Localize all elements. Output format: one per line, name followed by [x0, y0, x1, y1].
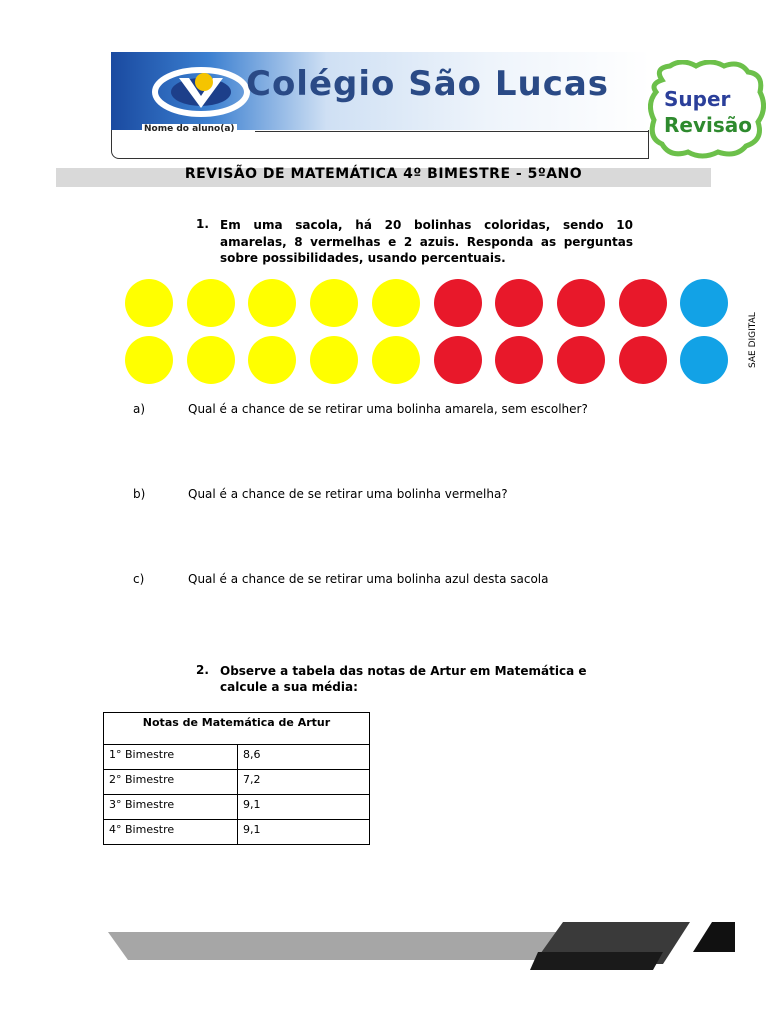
- yellow-ball: [248, 336, 296, 384]
- footer-black-tab: [693, 922, 735, 952]
- blue-ball: [680, 336, 728, 384]
- red-ball: [619, 279, 667, 327]
- question-1-number: 1.: [196, 217, 209, 231]
- red-ball: [557, 336, 605, 384]
- yellow-ball: [372, 336, 420, 384]
- part-a-question: Qual é a chance de se retirar uma bolinha amarela, sem escolher?: [188, 402, 588, 416]
- question-2-number: 2.: [196, 663, 209, 677]
- question-1-text: Em uma sacola, há 20 bolinhas coloridas, sendo 10 amarelas, 8 vermelhas e 2 azuis. Responda as perguntas sobre possibilidades, usando percentuais.: [220, 218, 633, 265]
- image-credit: SAE DIGITAL: [748, 312, 758, 368]
- yellow-ball: [310, 279, 358, 327]
- grade-cell: 9,1: [238, 820, 370, 845]
- red-ball: [434, 279, 482, 327]
- yellow-ball: [125, 336, 173, 384]
- red-ball: [619, 336, 667, 384]
- period-cell: 2° Bimestre: [104, 770, 238, 795]
- blue-ball: [680, 279, 728, 327]
- page-title: REVISÃO DE MATEMÁTICA 4º BIMESTRE - 5ºANO: [184, 166, 583, 182]
- red-ball: [495, 279, 543, 327]
- part-a-letter: a): [133, 402, 146, 416]
- grade-cell: 8,6: [238, 745, 370, 770]
- yellow-ball: [248, 279, 296, 327]
- badge-line-2: Revisão: [664, 113, 752, 137]
- red-ball: [434, 336, 482, 384]
- part-b-letter: b): [133, 487, 146, 501]
- grades-table: [103, 712, 370, 845]
- table-header-row: [104, 713, 370, 745]
- badge-line-1: Super: [664, 87, 731, 111]
- yellow-ball: [187, 336, 235, 384]
- red-ball: [495, 336, 543, 384]
- yellow-ball: [372, 279, 420, 327]
- name-divider: [255, 131, 649, 132]
- table-row: [104, 820, 370, 845]
- table-row: [104, 745, 370, 770]
- header-banner: [111, 52, 650, 130]
- grade-cell: 9,1: [238, 795, 370, 820]
- grade-cell: 7,2: [238, 770, 370, 795]
- image-credit-wrap: [748, 312, 768, 378]
- student-name-field[interactable]: [111, 130, 649, 159]
- yellow-ball: [187, 279, 235, 327]
- red-ball: [557, 279, 605, 327]
- period-cell: 1° Bimestre: [104, 745, 238, 770]
- footer-black-slant: [530, 952, 663, 970]
- footer-decoration: [108, 918, 738, 974]
- super-revisao-badge: [648, 60, 766, 160]
- part-c-question: Qual é a chance de se retirar uma bolinha azul desta sacola: [188, 572, 549, 586]
- period-cell: 4° Bimestre: [104, 820, 238, 845]
- table-row: [104, 795, 370, 820]
- yellow-ball: [125, 279, 173, 327]
- table-header: Notas de Matemática de Artur: [104, 713, 370, 745]
- part-b-question: Qual é a chance de se retirar uma bolinha vermelha?: [188, 487, 508, 501]
- table-row: [104, 770, 370, 795]
- school-name: Colégio São Lucas: [246, 64, 610, 104]
- student-name-label: Nome do aluno(a): [144, 124, 235, 134]
- question-2-text: Observe a tabela das notas de Artur em Matemática e calcule a sua média:: [220, 664, 587, 694]
- part-c-letter: c): [133, 572, 145, 586]
- period-cell: 3° Bimestre: [104, 795, 238, 820]
- yellow-ball: [310, 336, 358, 384]
